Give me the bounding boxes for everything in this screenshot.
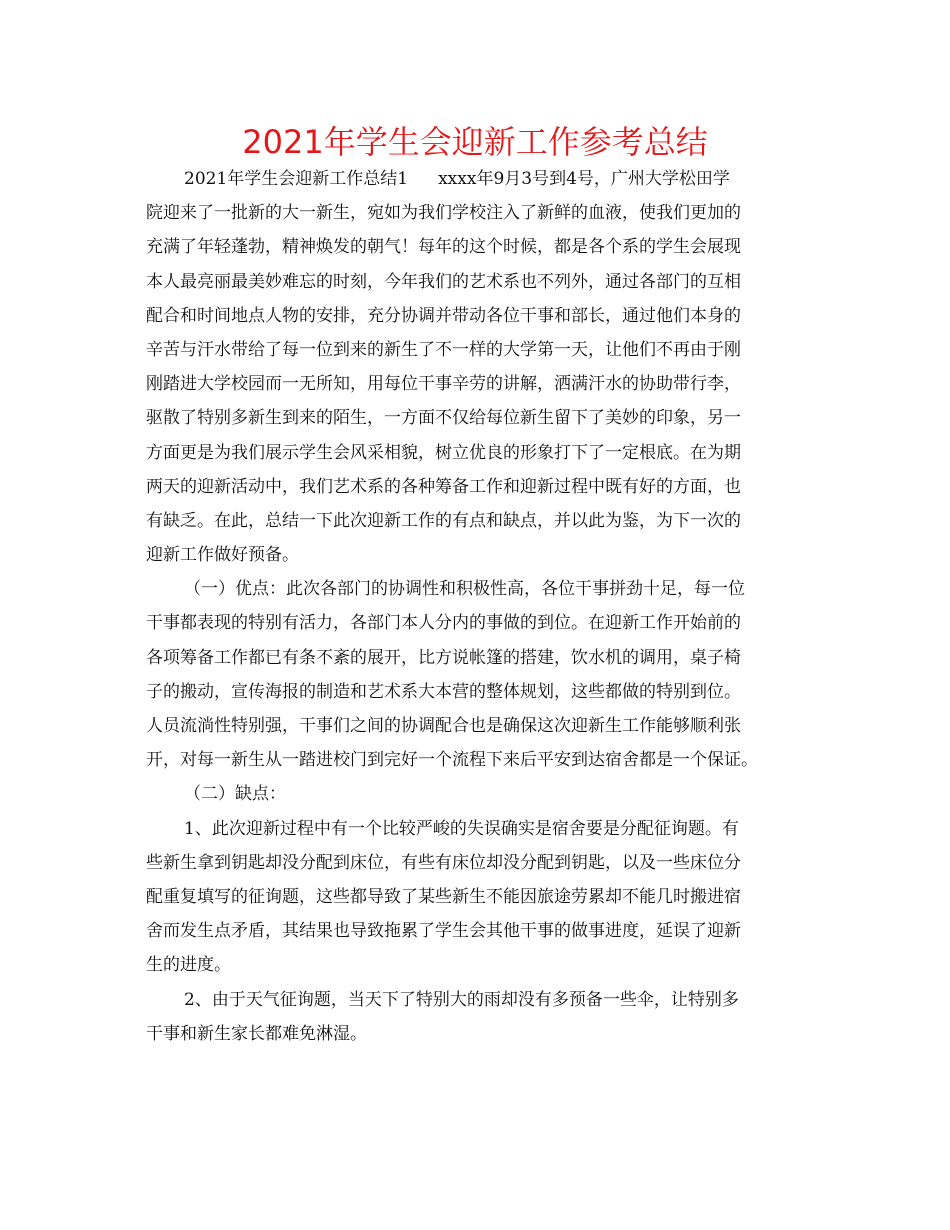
text-line-content: 配合和时间地点人物的安排，充分协调并带动各位干事和部长，通过他们本身的 [146,305,741,326]
text-line [146,436,806,470]
text-line-content: 各项筹备工作都已有条不紊的展开，比方说帐篷的搭建，饮水机的调用，桌子椅 [146,647,741,668]
text-line-content: 有缺乏。在此，总结一下此次迎新工作的有点和缺点，并以此为鉴，为下一次的 [146,510,741,531]
text-line [146,777,806,811]
text-line [146,880,806,914]
text-line [146,743,806,777]
text-line [146,983,806,1017]
document-body [146,162,806,1051]
text-line-content: xxxx年9月3号到4号，广州大学松田学 [438,169,730,189]
text-line [146,572,806,606]
text-line [146,812,806,846]
text-line-content: 开，对每一新生从一踏进校门到完好一个流程下来后平安到达宿舍都是一个保证。 [146,750,758,771]
text-line [146,401,806,435]
text-line [146,504,806,538]
text-line-content: 子的搬动，宣传海报的制造和艺术系大本营的整体规划，这些都做的特别到位。 [146,681,741,702]
text-line [146,846,806,880]
text-line-content: 本人最亮丽最美妙难忘的时刻，今年我们的艺术系也不列外，通过各部门的互相 [146,271,741,292]
text-line-content: 驱散了特别多新生到来的陌生，一方面不仅给每位新生留下了美妙的印象，另一 [146,408,741,429]
text-line-content: 迎新工作做好预备。 [146,545,299,566]
text-line [146,333,806,367]
text-line-content: 2021年学生会迎新工作总结1 [184,169,409,189]
text-line-content: 干事和新生家长都难免淋湿。 [146,1023,367,1044]
text-line-content: 配重复填写的征询题，这些都导致了某些新生不能因旅途劳累却不能几时搬进宿 [146,886,741,907]
text-line-content: 充满了年轻蓬勃，精神焕发的朝气！每年的这个时候，都是各个系的学生会展现 [146,237,741,258]
text-line-content: 院迎来了一批新的大一新生，宛如为我们学校注入了新鲜的血液，使我们更加的 [146,203,741,224]
text-line-content: 舍而发生点矛盾，其结果也导致拖累了学生会其他干事的做事进度，延误了迎新 [146,921,741,942]
text-line [146,1017,806,1051]
text-line-content: 生的进度。 [146,955,231,976]
text-line-content: （一）优点：此次各部门的协调性和积极性高，各位干事拼劲十足，每一位 [184,579,745,600]
text-line [146,538,806,572]
text-line [146,675,806,709]
text-line [146,641,806,675]
text-line-content: 方面更是为我们展示学生会风采相貌，树立优良的形象打下了一定根底。在为期 [146,442,741,463]
text-line-content: 些新生拿到钥匙却没分配到床位，有些有床位却没分配到钥匙，以及一些床位分 [146,852,741,873]
text-line [146,367,806,401]
text-line [146,230,806,264]
text-line-content: 辛苦与汗水带给了每一位到来的新生了不一样的大学第一天，让他们不再由于刚 [146,339,741,360]
text-line [146,606,806,640]
text-line-content: 干事都表现的特别有活力，各部门本人分内的事做的到位。在迎新工作开始前的 [146,613,741,634]
text-line-content: 1、此次迎新过程中有一个比较严峻的失误确实是宿舍要是分配征询题。有 [184,818,739,839]
text-line [146,709,806,743]
text-line-content: 人员流淌性特别强，干事们之间的协调配合也是确保这次迎新生工作能够顺利张 [146,716,741,736]
text-line-content: 2、由于天气征询题，当天下了特别大的雨却没有多预备一些伞，让特别多 [184,989,739,1010]
document-title: 2021年学生会迎新工作参考总结 [242,123,708,161]
text-line [146,265,806,299]
text-line [146,914,806,948]
text-line [146,162,806,196]
text-line [146,196,806,230]
text-line-content: 刚踏进大学校园而一无所知，用每位干事辛劳的讲解，洒满汗水的协助带行李， [146,374,741,395]
text-line [146,470,806,504]
text-line [146,948,806,982]
text-line-content: 两天的迎新活动中，我们艺术系的各种筹备工作和迎新过程中既有好的方面，也 [146,476,741,497]
text-line-content: （二）缺点： [184,784,286,805]
text-line [146,299,806,333]
